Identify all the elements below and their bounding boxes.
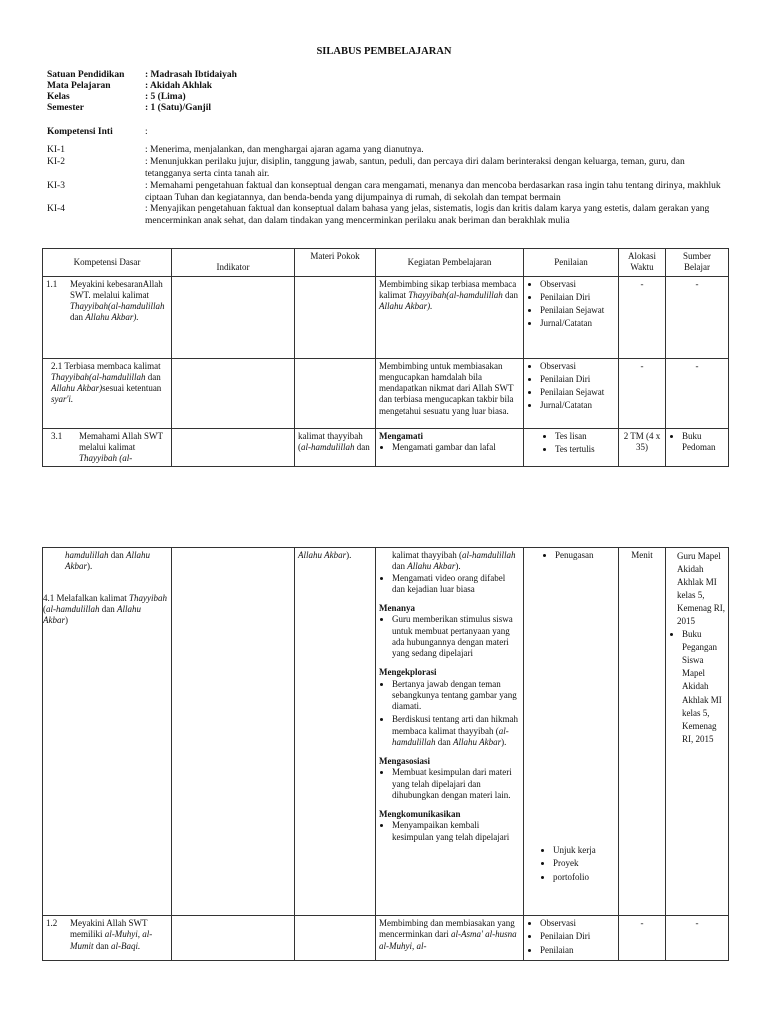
alokasi-cell: 2 TM (4 x 35) xyxy=(619,428,666,467)
materi-cell xyxy=(295,358,376,428)
ki-code: KI-4 xyxy=(47,204,65,214)
meta-value-mapel: : Akidah Akhlak xyxy=(145,81,213,91)
header-alokasi: Alokasi Waktu xyxy=(619,249,666,277)
section-heading: Mengekplorasi xyxy=(379,667,437,678)
table-row xyxy=(43,276,729,358)
sumber-cell xyxy=(666,548,729,916)
section-heading: Mengkomunikasikan xyxy=(379,809,461,819)
indikator-cell xyxy=(172,276,295,358)
indikator-cell xyxy=(172,916,295,961)
meta-label-satuan: Satuan Pendidikan xyxy=(47,70,125,80)
list-item: • Guru memberikan stimulus siswa untuk membuat pertanyaan yang ada hubungannya dengan materi yang sedang dipelajari xyxy=(392,614,520,659)
header-kompetensi-dasar: Kompetensi Dasar xyxy=(43,249,172,277)
indikator-cell xyxy=(172,548,295,916)
meta-value-semester: : 1 (Satu)/Ganjil xyxy=(145,103,211,113)
penilaian-cell xyxy=(524,428,619,467)
list-item: • Penilaian Sejawat xyxy=(540,387,615,398)
list-item: • Berdiskusi tentang arti dan hikmah membaca kalimat thayyibah (al-hamdulillah dan Allahu Akbar). xyxy=(392,714,520,748)
list-item: • Buku Pedoman xyxy=(682,431,725,454)
list-item: • Observasi xyxy=(540,279,615,290)
ki-heading: Kompetensi Inti xyxy=(47,127,113,137)
syllabus-table-part-2 xyxy=(42,547,729,961)
list-item: • Penilaian Sejawat xyxy=(540,305,615,316)
ki-code: KI-1 xyxy=(47,145,65,155)
list-item: • Menyampaikan kembali kesimpulan yang telah dipelajari xyxy=(392,820,520,843)
header-indikator: Indikator xyxy=(172,249,295,277)
list-item: • Penilaian Diri xyxy=(540,931,615,942)
ki-code: KI-3 xyxy=(47,181,65,191)
header-sumber: Sumber Belajar xyxy=(666,249,729,277)
list-item: • Tes tertulis xyxy=(555,444,615,455)
list-item: • Membuat kesimpulan dari materi yang telah dipelajari dan dihubungkan dengan materi lain. xyxy=(392,767,520,801)
sumber-item: Guru Mapel Akidah Akhlak MI kelas 5, Kemenag RI, 2015 xyxy=(677,551,725,627)
sumber-cell: - xyxy=(666,276,729,358)
list-item: • Tes lisan xyxy=(555,431,615,442)
list-item: • Penilaian xyxy=(540,945,615,956)
list-item: • Penilaian Diri xyxy=(540,374,615,385)
materi-cell xyxy=(295,916,376,961)
sumber-cell: - xyxy=(666,916,729,961)
syllabus-table-part-1 xyxy=(42,248,729,467)
materi-cell xyxy=(295,276,376,358)
ki-text: : Menunjukkan perilaku jujur, disiplin, tanggung jawab, santun, peduli, dan percaya diri dalam berinteraksi dengan keluarga, teman, guru, dan tetangganya serta cinta tanah air. xyxy=(145,157,685,179)
section-heading: Mengamati xyxy=(379,430,423,441)
header-penilaian: Penilaian xyxy=(524,249,619,277)
list-item: • Penilaian Diri xyxy=(540,292,615,303)
meta-label-semester: Semester xyxy=(47,103,84,113)
indikator-cell xyxy=(172,358,295,428)
document-title: SILABUS PEMBELAJARAN xyxy=(316,46,452,57)
list-item: • Bertanya jawab dengan teman sebangkunya tentang gambar yang diamati. xyxy=(392,679,520,713)
alokasi-cell: - xyxy=(619,358,666,428)
list-item: • Observasi xyxy=(540,361,615,372)
table-row xyxy=(43,548,729,916)
list-item: • Observasi xyxy=(540,918,615,929)
materi-cell: kalimat thayyibah (al-hamdulillah dan xyxy=(295,428,376,467)
kegiatan-cell: kalimat thayyibah (al-hamdulillah dan Allahu Akbar). • Mengamati video orang difabel dan kejadian luar biasa Menanya • Guru memberikan stimulus siswa untuk membuat pertanyaan yang ada hubungannya dengan materi yang sedang dipelajari Mengekplorasi • Bertanya jawab dengan teman sebangkunya tentang gambar yang diamati. • Berdiskusi tentang arti dan hikmah membaca kalimat thayyibah (al-hamdulillah dan Allahu Akbar). Mengasosiasi • Membuat kesimpulan dari materi yang telah dipelajari dan dihubungkan dengan materi lain. Mengkomunikasikan • Menyampaikan kembali kesimpulan yang telah dipelajari xyxy=(376,548,524,916)
alokasi-cell: - xyxy=(619,916,666,961)
table-header-row xyxy=(43,249,729,277)
section-heading: Menanya xyxy=(379,603,415,613)
ki-text: : Menyajikan pengetahuan faktual dan konseptual dalam bahasa yang jelas, sistematis, logis dan kritis dalam karya yang estetis, dalam gerakan yang mencerminkan anak sehat, dan dalam tindakan yang mencerminkan perilaku anak beriman dan berakhlak mulia xyxy=(145,204,710,226)
list-item: • Buku Pegangan Siswa Mapel Akidah Akhlak MI kelas 5, Kemenag RI, 2015 xyxy=(682,628,725,745)
kd-cell: 3.1 Memahami Allah SWT melalui kalimat Thayyibah (al- xyxy=(43,428,172,467)
penilaian-cell xyxy=(524,548,619,916)
table-row xyxy=(43,428,729,467)
list-item: • Jurnal/Catatan xyxy=(540,400,615,411)
list-item: • Mengamati gambar dan lafal xyxy=(392,442,520,453)
meta-label-kelas: Kelas xyxy=(47,92,70,102)
indikator-cell xyxy=(172,428,295,467)
alokasi-cell: - xyxy=(619,276,666,358)
materi-cell: Allahu Akbar). xyxy=(295,548,376,916)
penilaian-cell xyxy=(524,276,619,358)
ki-heading-colon: : xyxy=(145,127,148,137)
meta-label-mapel: Mata Pelajaran xyxy=(47,81,111,91)
kd-cell: 2.1 Terbiasa membaca kalimat Thayyibah(al-hamdulillah dan Allahu Akbar)sesuai ketentuan syar'i. xyxy=(43,358,172,428)
header-kegiatan: Kegiatan Pembelajaran xyxy=(376,249,524,277)
kd-cell: hamdulillah dan Allahu Akbar). 4.1 Melafalkan kalimat Thayyibah (al-hamdulillah dan Allahu Akbar) xyxy=(43,548,172,916)
header-materi-pokok: Materi Pokok xyxy=(295,249,376,277)
list-item: • Proyek xyxy=(553,858,596,869)
kd-cell: 1.2 Meyakini Allah SWT memiliki al-Muhyi, al-Mumit dan al-Baqi. xyxy=(43,916,172,961)
kegiatan-cell: Membimbing dan membiasakan yang mencerminkan dari al-Asma' al-husna al-Muhyi, al- xyxy=(376,916,524,961)
penilaian-cell xyxy=(524,358,619,428)
list-item: • Penugasan xyxy=(555,550,615,561)
ki-text: : Menerima, menjalankan, dan menghargai ajaran agama yang dianutnya. xyxy=(145,145,424,155)
list-item: • Jurnal/Catatan xyxy=(540,318,615,329)
kd-cell: 1.1 Meyakini kebesaranAllah SWT. melalui kalimat Thayyibah(al-hamdulillah dan Allahu Akbar). xyxy=(43,276,172,358)
kegiatan-cell xyxy=(376,428,524,467)
kegiatan-cell: Membimbing untuk membiasakan mengucapkan hamdalah bila mendapatkan nikmat dari Allah SWT dan terbiasa mengucapkan takbir bila mengetahui sesuatu yang luar biasa. xyxy=(376,358,524,428)
sumber-cell xyxy=(666,428,729,467)
section-heading: Mengasosiasi xyxy=(379,756,431,766)
meta-value-kelas: : 5 (Lima) xyxy=(145,92,186,102)
alokasi-cell: Menit xyxy=(619,548,666,916)
ki-code: KI-2 xyxy=(47,157,65,167)
penilaian-cell xyxy=(524,916,619,961)
ki-text: : Memahami pengetahuan faktual dan konseptual dengan cara mengamati, menanya dan mencoba berdasarkan rasa ingin tahu tentang dirinya, makhluk ciptaan Tuhan dan kegiatannya, dan benda-benda yang dijumpainya di rumah, di sekolah dan tempat bermain xyxy=(145,181,721,203)
meta-value-satuan: : Madrasah Ibtidaiyah xyxy=(145,70,237,80)
table-row xyxy=(43,916,729,961)
kegiatan-cell: Membimbing sikap terbiasa membaca kalimat Thayyibah(al-hamdulillah dan Allahu Akbar). xyxy=(376,276,524,358)
list-item: • portofolio xyxy=(553,872,596,883)
table-row xyxy=(43,358,729,428)
sumber-cell: - xyxy=(666,358,729,428)
list-item: • Mengamati video orang difabel dan kejadian luar biasa xyxy=(392,573,520,596)
list-item: • Unjuk kerja xyxy=(553,845,596,856)
